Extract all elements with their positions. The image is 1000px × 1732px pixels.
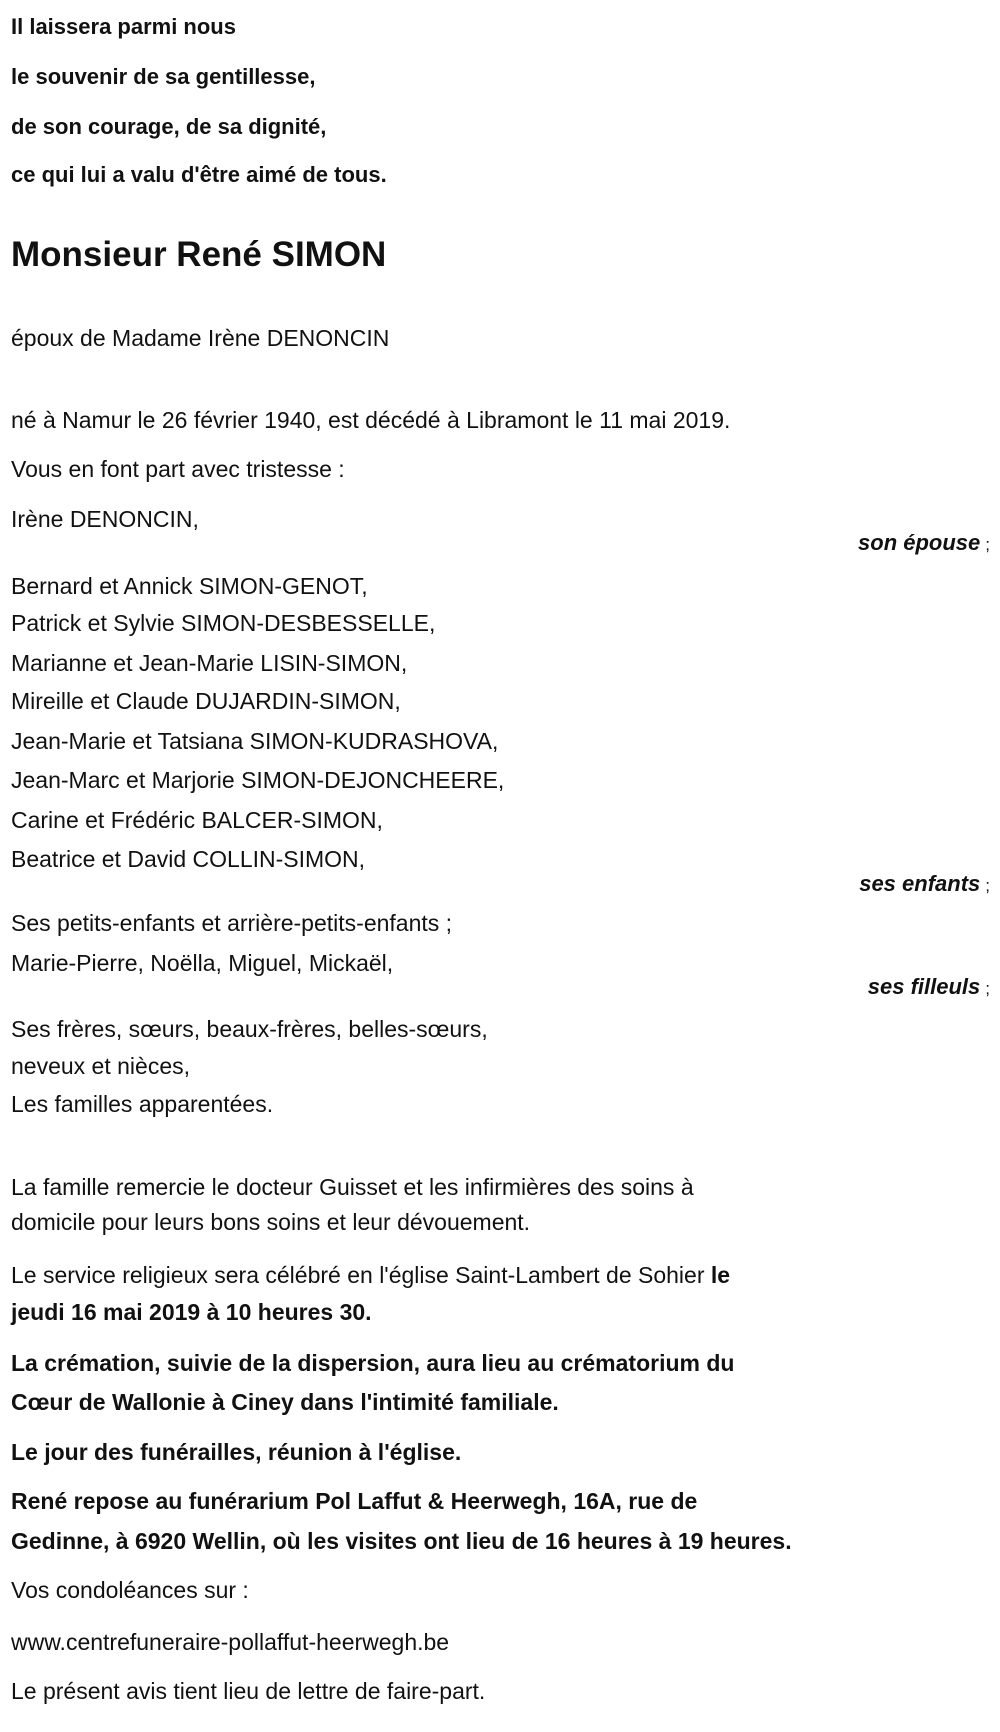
service-text: Le service religieux sera célébré en l'église Saint-Lambert de Sohier (11, 1262, 711, 1288)
role-label: son épouse (858, 530, 981, 555)
reunion: Le jour des funérailles, réunion à l'église. (11, 1439, 462, 1465)
role-label: ses filleuls (867, 974, 981, 999)
child-line: Beatrice et David COLLIN-SIMON, (11, 846, 366, 872)
child-line: Carine et Frédéric BALCER-SIMON, (11, 807, 383, 833)
spouse-name: Irène DENONCIN, (11, 506, 199, 532)
birth-death: né à Namur le 26 février 1940, est décédé à Libramont le 11 mai 2019. (11, 407, 731, 433)
child-line: Patrick et Sylvie SIMON-DESBESSELLE, (11, 610, 436, 636)
semicolon: ; (985, 535, 990, 554)
repose-line: René repose au funérarium Pol Laffut & Heerwegh, 16A, rue de (11, 1488, 698, 1514)
children-role (859, 870, 990, 900)
quote-line: ce qui lui a valu d'être aimé de tous. (11, 162, 387, 187)
child-line: Marianne et Jean-Marie LISIN-SIMON, (11, 650, 408, 676)
service-date-start: le (710, 1262, 731, 1288)
others-line: neveux et nièces, (11, 1053, 191, 1079)
child-line: Jean-Marie et Tatsiana SIMON-KUDRASHOVA, (11, 728, 499, 754)
service-date: jeudi 16 mai 2019 à 10 heures 30. (11, 1299, 372, 1325)
website-link[interactable]: www.centrefuneraire-pollaffut-heerwegh.be (11, 1629, 450, 1655)
thanks-line: La famille remercie le docteur Guisset et les infirmières des soins à (11, 1174, 694, 1200)
child-line: Jean-Marc et Marjorie SIMON-DEJONCHEERE, (11, 767, 505, 793)
spouse-role (858, 529, 990, 559)
closing: Le présent avis tient lieu de lettre de faire-part. (11, 1678, 486, 1704)
others-line: Ses frères, sœurs, beaux-frères, belles-sœurs, (11, 1016, 488, 1042)
quote-line: Il laissera parmi nous (11, 14, 236, 39)
quote-line: de son courage, de sa dignité, (11, 114, 327, 139)
role-label: ses enfants (859, 871, 981, 896)
godchildren: Marie-Pierre, Noëlla, Miguel, Mickaël, (11, 950, 394, 976)
others-line: Les familles apparentées. (11, 1091, 274, 1117)
cremation-line: La crémation, suivie de la dispersion, aura lieu au crématorium du (11, 1350, 735, 1376)
service-line (11, 1261, 730, 1289)
intro: Vous en font part avec tristesse : (11, 456, 345, 482)
child-line: Bernard et Annick SIMON-GENOT, (11, 573, 368, 599)
semicolon: ; (985, 876, 990, 895)
thanks-line: domicile pour leurs bons soins et leur dévouement. (11, 1209, 531, 1235)
cremation-line: Cœur de Wallonie à Ciney dans l'intimité familiale. (11, 1389, 559, 1415)
semicolon: ; (985, 979, 990, 998)
spouse-line: époux de Madame Irène DENONCIN (11, 325, 390, 351)
child-line: Mireille et Claude DUJARDIN-SIMON, (11, 688, 401, 714)
page-title: Monsieur René SIMON (11, 235, 387, 274)
condolences: Vos condoléances sur : (11, 1577, 249, 1603)
repose-line: Gedinne, à 6920 Wellin, où les visites ont lieu de 16 heures à 19 heures. (11, 1528, 792, 1554)
quote-line: le souvenir de sa gentillesse, (11, 64, 316, 89)
godchildren-role (868, 973, 990, 1003)
grandchildren: Ses petits-enfants et arrière-petits-enfants ; (11, 910, 453, 936)
